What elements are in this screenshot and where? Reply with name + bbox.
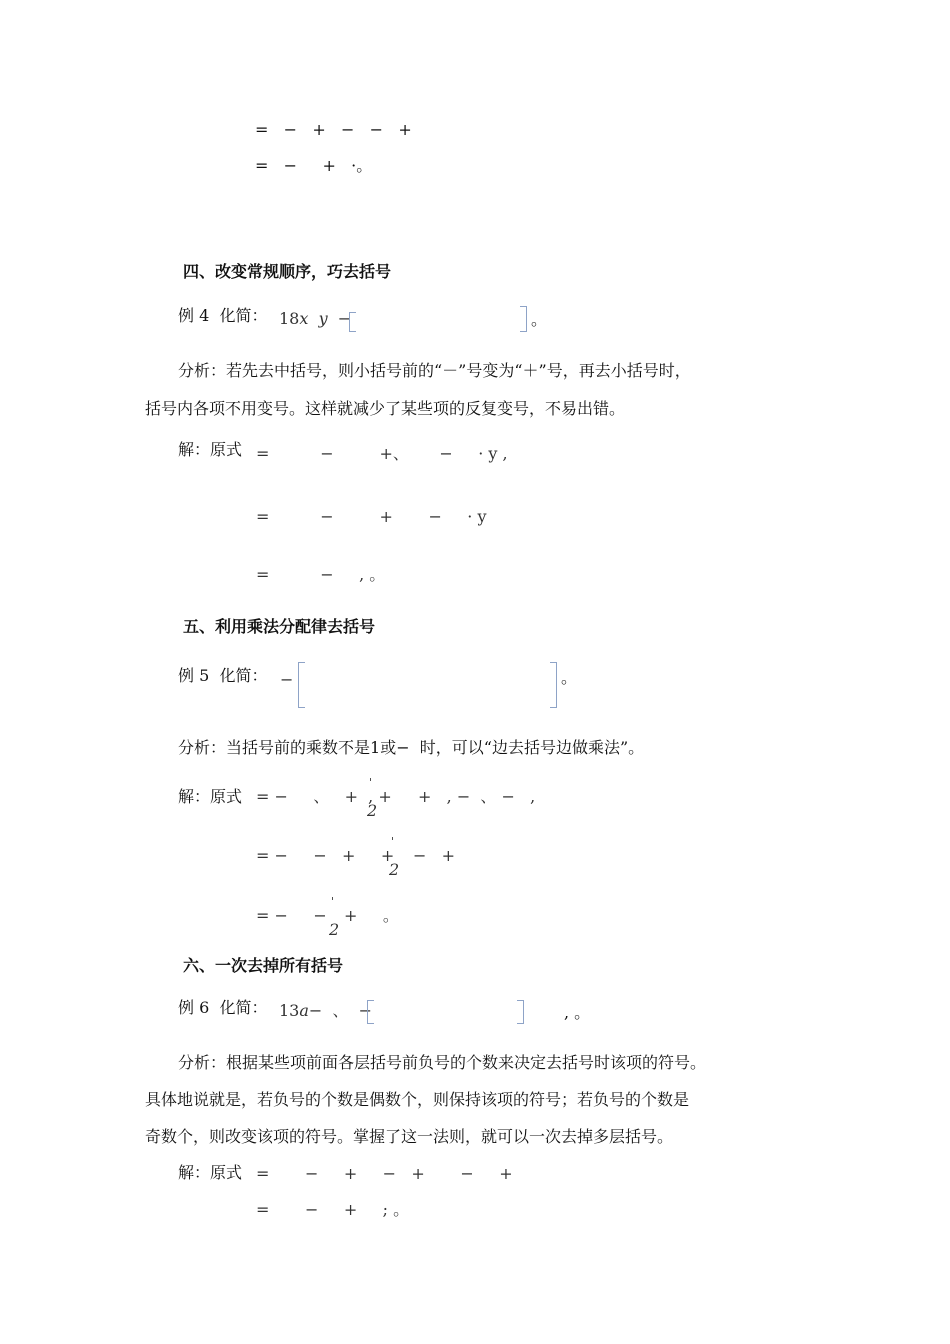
solution-4-step-3: = − , 。: [256, 565, 386, 584]
solution-5-label: 解：原式: [178, 787, 243, 806]
solution-5-step-3: = − −: [256, 906, 327, 925]
solution-5-step-3-tail: + 。: [344, 906, 399, 925]
solution-5-step-2: = − − + +: [256, 846, 395, 865]
solution-5-step-1-tail: + , − 、 − ,: [418, 787, 536, 806]
section-6-title: 六、一次去掉所有括号: [183, 956, 344, 975]
example-6-end-mark: , 。: [564, 1003, 591, 1022]
example-5-end-mark: 。: [561, 668, 578, 687]
analysis-6-line-3: 奇数个，则改变该项的符号。掌握了这一法则，就可以一次去掉多层括号。: [145, 1127, 674, 1146]
section-5-title: 五、利用乘法分配律去括号: [183, 617, 376, 636]
example-4-end-mark: 。: [531, 310, 548, 329]
analysis-5-or: 或: [380, 738, 397, 757]
solution-5-step-1: = − 、 + , +: [256, 787, 392, 806]
top-equation-line-2: = − + ·。: [255, 156, 373, 175]
top-equation-line-1: = − + − − +: [255, 120, 412, 139]
fraction-numerator: ': [331, 895, 335, 908]
solution-6-step-1: = − + − + − +: [256, 1164, 513, 1183]
fraction-numerator: ': [369, 776, 373, 789]
expr-minus: −: [337, 309, 352, 328]
solution-5-step-2-tail: − +: [413, 846, 456, 865]
analysis-5-one: 1: [370, 738, 381, 757]
expr-var-y: y: [318, 309, 328, 328]
left-bracket-icon: [298, 662, 305, 708]
analysis-4-line-1: 分析：若先去中括号，则小括号前的“－”号变为“＋”号，再去小括号时，: [178, 361, 691, 380]
fraction-denominator: 2: [389, 860, 400, 879]
analysis-5-line: [178, 738, 644, 758]
section-4-title: 四、改变常规顺序，巧去括号: [183, 262, 392, 281]
expr-var-x: x: [299, 309, 309, 328]
right-bracket-icon: [520, 306, 527, 332]
left-bracket-icon: [367, 1000, 374, 1024]
expr-number: 18: [279, 309, 300, 328]
fraction-denominator: 2: [367, 801, 378, 820]
solution-6-label: 解：原式: [178, 1163, 243, 1182]
right-bracket-icon: [517, 1000, 524, 1024]
analysis-6-line-1: 分析：根据某些项前面各层括号前负号的个数来决定去括号时该项的符号。: [178, 1053, 707, 1072]
analysis-5-text-b: 时，可以“边去括号边做乘法”。: [419, 738, 645, 757]
expr-number: 13: [279, 1001, 300, 1020]
solution-4-step-2: = − + − · y: [256, 507, 487, 526]
example-6-expression: [279, 1001, 372, 1021]
analysis-4-line-2: 括号内各项不用变号。这样就减少了某些项的反复变号，不易出错。: [145, 399, 626, 418]
solution-6-step-2: = − + ; 。: [256, 1200, 410, 1219]
analysis-5-neg: −: [396, 738, 410, 757]
right-bracket-icon: [550, 662, 557, 708]
fraction-denominator: 2: [329, 920, 340, 939]
example-6-label: 例 6 化简：: [178, 998, 268, 1017]
left-bracket-icon: [349, 312, 356, 332]
fraction-numerator: ': [391, 835, 395, 848]
example-5-prefix: −: [280, 670, 294, 689]
expr-var-a: a: [299, 1001, 309, 1020]
example-5-label: 例 5 化简：: [178, 666, 268, 685]
solution-4-step-1: = − +、 − · y ,: [256, 444, 508, 463]
example-4-label: 例 4 化简：: [178, 306, 268, 325]
expr-rest: − 、 −: [308, 1001, 373, 1020]
example-4-expression: [279, 309, 351, 329]
analysis-6-line-2: 具体地说就是，若负号的个数是偶数个，则保持该项的符号；若负号的个数是: [145, 1090, 690, 1109]
analysis-5-text-a: 分析：当括号前的乘数不是: [178, 738, 371, 757]
solution-4-label: 解：原式: [178, 440, 243, 459]
